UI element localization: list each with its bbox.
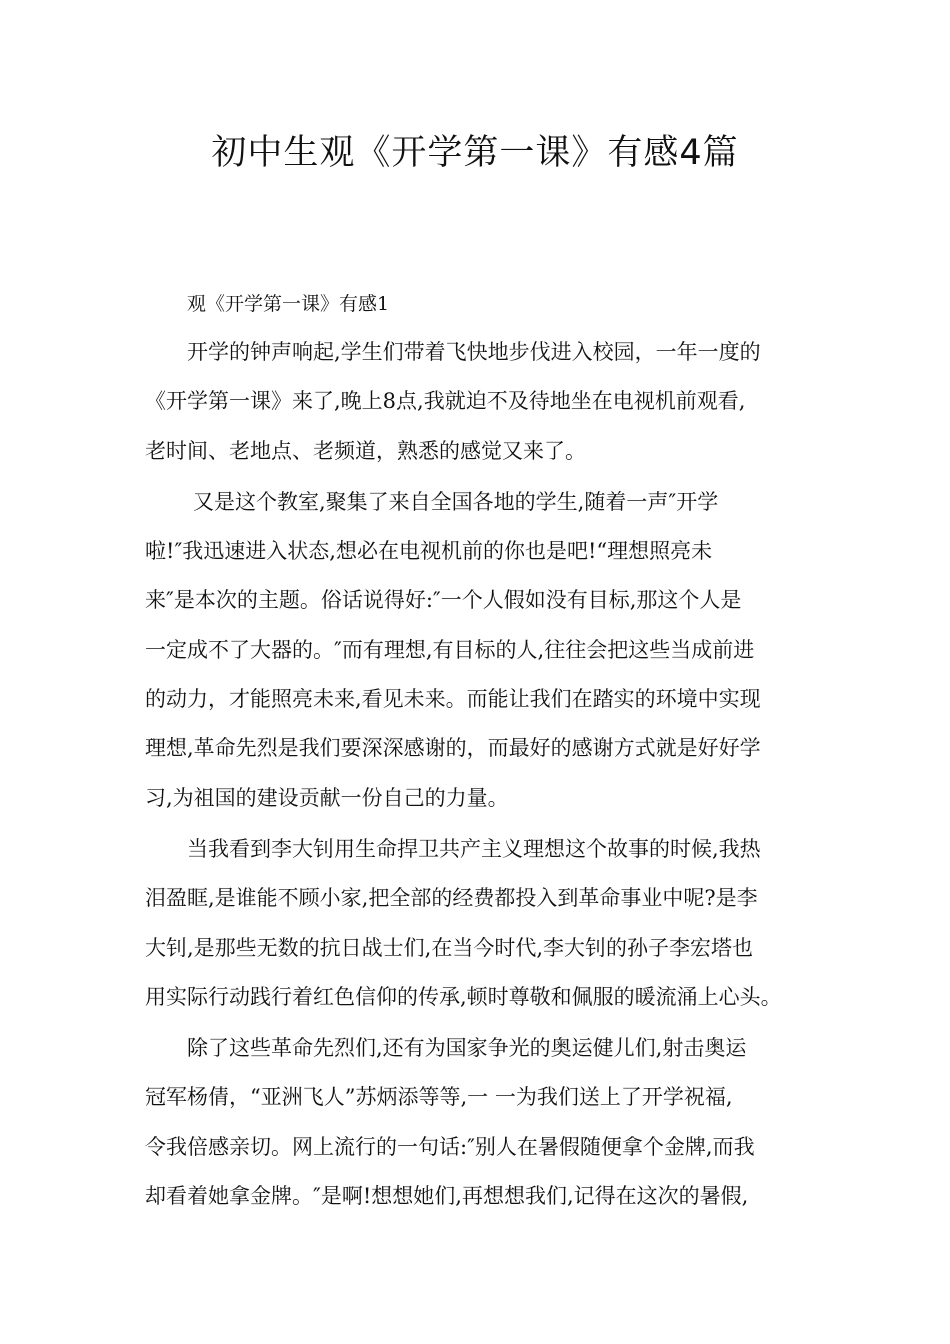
paragraph-3 (145, 825, 813, 1022)
section-heading: 观《开学第一课》有感1 (187, 293, 390, 315)
paragraph-line: 啦!″我迅速进入状态,想必在电视机前的你也是吧!“理想照亮未 (145, 539, 713, 564)
paragraph-line: 当我看到李大钊用生命捍卫共产主义理想这个故事的时候,我热 (187, 836, 761, 861)
paragraph-4 (145, 1024, 813, 1221)
paragraph-line: 又是这个教室,聚集了来自全国各地的学生,随着一声″开学 (193, 489, 719, 514)
document-body (145, 280, 813, 1223)
paragraph-line: 理想,革命先烈是我们要深深感谢的，而最好的感谢方式就是好好学 (145, 736, 761, 761)
paragraph-line: 来″是本次的主题。俗话说得好:″一个人假如没有目标,那这个人是 (145, 588, 742, 613)
paragraph-2 (145, 478, 813, 823)
document-title: 初中生观《开学第一课》有感4篇 (211, 133, 739, 173)
paragraph-line: 习,为祖国的建设贡献一份自己的力量。 (145, 785, 509, 810)
paragraph-line: 用实际行动践行着红色信仰的传承,顿时尊敬和佩服的暖流涌上心头。 (145, 984, 782, 1009)
paragraph-line: 令我倍感亲切。网上流行的一句话:″别人在暑假随便拿个金牌,而我 (145, 1134, 755, 1159)
paragraph-line: 除了这些革命先烈们,还有为国家争光的奥运健儿们,射击奥运 (187, 1036, 747, 1061)
paragraph-line: 老时间、老地点、老频道，熟悉的感觉又来了。 (145, 438, 586, 463)
paragraph-line: 开学的钟声响起,学生们带着飞快地步伐进入校园，一年一度的 (187, 340, 761, 364)
paragraph-line: 泪盈眶,是谁能不顾小家,把全部的经费都投入到革命事业中呢?是李 (145, 886, 758, 911)
paragraph-line: 的动力，才能照亮未来,看见未来。而能让我们在踏实的环境中实现 (145, 687, 761, 712)
paragraph-line: 一定成不了大器的。″而有理想,有目标的人,往往会把这些当成前进 (145, 637, 755, 662)
paragraph-1 (145, 328, 813, 476)
paragraph-line: 却看着她拿金牌。″是啊!想想她们,再想想我们,记得在这次的暑假, (145, 1184, 749, 1209)
paragraph-line: 《开学第一课》来了,晚上8点,我就迫不及待地坐在电视机前观看, (145, 389, 746, 414)
paragraph-line: 大钊,是那些无数的抗日战士们,在当今时代,李大钊的孙子李宏塔也 (145, 935, 754, 960)
paragraph-line: 冠军杨倩，“亚洲飞人”苏炳添等等,一 一为我们送上了开学祝福, (145, 1085, 733, 1110)
